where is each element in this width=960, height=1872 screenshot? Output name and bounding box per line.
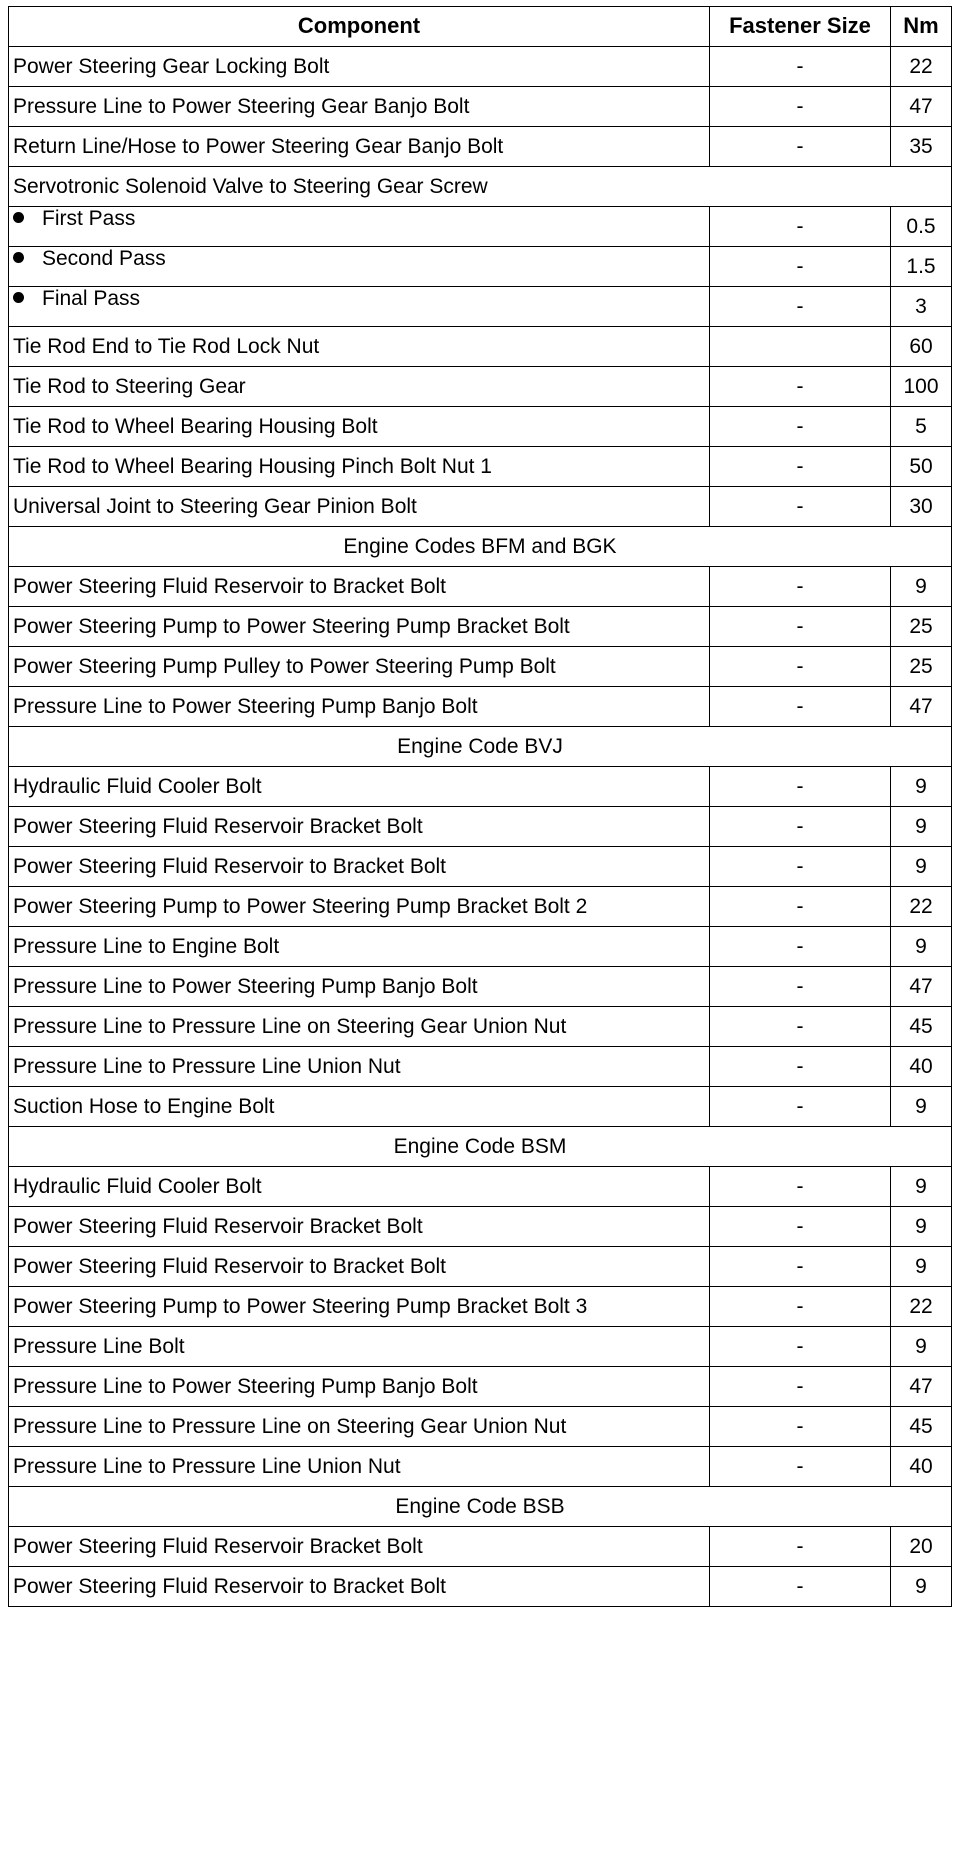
torque-nm-cell: 20: [891, 1527, 952, 1567]
component-cell: Power Steering Fluid Reservoir Bracket Bolt: [9, 1207, 710, 1247]
component-cell: Pressure Line Bolt: [9, 1327, 710, 1367]
engine-group-row: [9, 1487, 952, 1527]
torque-nm-cell: 35: [891, 127, 952, 167]
fastener-size-cell: -: [710, 1047, 891, 1087]
table-row: [9, 1207, 952, 1247]
torque-nm-cell: 9: [891, 927, 952, 967]
pass-label: Second Pass: [42, 247, 166, 270]
table-row: [9, 247, 952, 287]
torque-nm-cell: 0.5: [891, 207, 952, 247]
table-row: [9, 47, 952, 87]
torque-nm-cell: 1.5: [891, 247, 952, 287]
fastener-size-cell: -: [710, 87, 891, 127]
component-cell: Pressure Line to Pressure Line Union Nut: [9, 1047, 710, 1087]
component-cell: Power Steering Fluid Reservoir Bracket Bolt: [9, 807, 710, 847]
component-cell: Power Steering Pump to Power Steering Pump Bracket Bolt 3: [9, 1287, 710, 1327]
table-row: [9, 487, 952, 527]
table-row: [9, 367, 952, 407]
engine-group-label: Engine Code BSM: [9, 1127, 952, 1167]
torque-nm-cell: 45: [891, 1407, 952, 1447]
torque-nm-cell: 9: [891, 1567, 952, 1607]
torque-nm-cell: 47: [891, 967, 952, 1007]
table-row: [9, 1407, 952, 1447]
torque-nm-cell: 9: [891, 1087, 952, 1127]
fastener-size-cell: -: [710, 767, 891, 807]
torque-nm-cell: 9: [891, 1327, 952, 1367]
fastener-size-cell: -: [710, 407, 891, 447]
fastener-size-cell: -: [710, 1527, 891, 1567]
table-row: [9, 687, 952, 727]
torque-nm-cell: 45: [891, 1007, 952, 1047]
table-row: [9, 767, 952, 807]
component-cell: [9, 247, 710, 287]
component-cell: Pressure Line to Power Steering Pump Banjo Bolt: [9, 687, 710, 727]
column-header-component: Component: [9, 7, 710, 47]
fastener-size-cell: -: [710, 1167, 891, 1207]
table-row: [9, 807, 952, 847]
subheading-row: [9, 167, 952, 207]
torque-nm-cell: 5: [891, 407, 952, 447]
torque-nm-cell: 9: [891, 807, 952, 847]
component-cell: [9, 207, 710, 247]
table-row: [9, 287, 952, 327]
torque-nm-cell: 47: [891, 687, 952, 727]
fastener-size-cell: -: [710, 1207, 891, 1247]
torque-nm-cell: 40: [891, 1047, 952, 1087]
fastener-size-cell: -: [710, 847, 891, 887]
fastener-size-cell: -: [710, 127, 891, 167]
fastener-size-cell: -: [710, 1327, 891, 1367]
table-row: [9, 327, 952, 367]
table-row: [9, 1167, 952, 1207]
component-cell: Power Steering Fluid Reservoir Bracket Bolt: [9, 1527, 710, 1567]
bullet-icon: [13, 212, 24, 223]
table-row: [9, 647, 952, 687]
torque-nm-cell: 22: [891, 47, 952, 87]
component-cell: Power Steering Fluid Reservoir to Bracket Bolt: [9, 1247, 710, 1287]
fastener-size-cell: -: [710, 607, 891, 647]
torque-nm-cell: 60: [891, 327, 952, 367]
torque-nm-cell: 47: [891, 1367, 952, 1407]
table-row: [9, 127, 952, 167]
fastener-size-cell: -: [710, 807, 891, 847]
component-cell: Pressure Line to Pressure Line on Steering Gear Union Nut: [9, 1407, 710, 1447]
table-row: [9, 1287, 952, 1327]
fastener-size-cell: -: [710, 1407, 891, 1447]
component-cell: Pressure Line to Power Steering Pump Banjo Bolt: [9, 1367, 710, 1407]
fastener-size-cell: -: [710, 1287, 891, 1327]
table-header-row: [9, 7, 952, 47]
component-cell: Tie Rod to Steering Gear: [9, 367, 710, 407]
fastener-size-cell: -: [710, 447, 891, 487]
component-cell: Hydraulic Fluid Cooler Bolt: [9, 767, 710, 807]
table-row: [9, 1087, 952, 1127]
fastener-size-cell: -: [710, 207, 891, 247]
engine-group-label: Engine Code BSB: [9, 1487, 952, 1527]
table-row: [9, 407, 952, 447]
table-row: [9, 207, 952, 247]
fastener-size-cell: -: [710, 487, 891, 527]
table-row: [9, 1007, 952, 1047]
component-cell: Pressure Line to Pressure Line on Steering Gear Union Nut: [9, 1007, 710, 1047]
table-row: [9, 847, 952, 887]
column-header-fastener-size: Fastener Size: [710, 7, 891, 47]
fastener-size-cell: [710, 327, 891, 367]
component-cell: Pressure Line to Power Steering Gear Banjo Bolt: [9, 87, 710, 127]
torque-nm-cell: 22: [891, 887, 952, 927]
fastener-size-cell: -: [710, 287, 891, 327]
torque-nm-cell: 25: [891, 607, 952, 647]
fastener-size-cell: -: [710, 1007, 891, 1047]
fastener-size-cell: -: [710, 1367, 891, 1407]
table-row: [9, 607, 952, 647]
component-cell: Power Steering Pump to Power Steering Pump Bracket Bolt 2: [9, 887, 710, 927]
component-cell: Power Steering Fluid Reservoir to Bracket Bolt: [9, 567, 710, 607]
component-cell: Power Steering Pump to Power Steering Pump Bracket Bolt: [9, 607, 710, 647]
table-row: [9, 1527, 952, 1567]
table-row: [9, 1047, 952, 1087]
component-cell: Power Steering Fluid Reservoir to Bracket Bolt: [9, 1567, 710, 1607]
torque-nm-cell: 30: [891, 487, 952, 527]
table-row: [9, 1447, 952, 1487]
component-cell: Hydraulic Fluid Cooler Bolt: [9, 1167, 710, 1207]
fastener-size-cell: -: [710, 47, 891, 87]
fastener-size-cell: -: [710, 1247, 891, 1287]
fastener-size-cell: -: [710, 567, 891, 607]
fastener-size-cell: -: [710, 887, 891, 927]
column-header-nm: Nm: [891, 7, 952, 47]
torque-nm-cell: 9: [891, 567, 952, 607]
bullet-icon: [13, 252, 24, 263]
torque-nm-cell: 47: [891, 87, 952, 127]
table-row: [9, 1567, 952, 1607]
torque-nm-cell: 9: [891, 847, 952, 887]
bullet-icon: [13, 292, 24, 303]
table-row: [9, 1327, 952, 1367]
fastener-size-cell: -: [710, 967, 891, 1007]
engine-group-label: Engine Code BVJ: [9, 727, 952, 767]
fastener-size-cell: -: [710, 1567, 891, 1607]
component-cell: Power Steering Pump Pulley to Power Steering Pump Bolt: [9, 647, 710, 687]
component-cell: Power Steering Fluid Reservoir to Bracket Bolt: [9, 847, 710, 887]
engine-group-row: [9, 527, 952, 567]
pass-label: Final Pass: [42, 287, 141, 310]
fastener-size-cell: -: [710, 927, 891, 967]
component-cell: Pressure Line to Pressure Line Union Nut: [9, 1447, 710, 1487]
table-row: [9, 1247, 952, 1287]
torque-nm-cell: 22: [891, 1287, 952, 1327]
torque-nm-cell: 9: [891, 767, 952, 807]
table-row: [9, 1367, 952, 1407]
fastener-size-cell: -: [710, 1447, 891, 1487]
torque-nm-cell: 3: [891, 287, 952, 327]
torque-nm-cell: 100: [891, 367, 952, 407]
table-row: [9, 87, 952, 127]
fastener-size-cell: -: [710, 247, 891, 287]
component-cell: Pressure Line to Engine Bolt: [9, 927, 710, 967]
component-cell: Return Line/Hose to Power Steering Gear Banjo Bolt: [9, 127, 710, 167]
fastener-size-cell: -: [710, 687, 891, 727]
engine-group-label: Engine Codes BFM and BGK: [9, 527, 952, 567]
table-row: [9, 887, 952, 927]
table-row: [9, 447, 952, 487]
torque-nm-cell: 50: [891, 447, 952, 487]
fastener-size-cell: -: [710, 367, 891, 407]
pass-label: First Pass: [42, 207, 136, 230]
table-row: [9, 927, 952, 967]
subheading-label: Servotronic Solenoid Valve to Steering Gear Screw: [9, 167, 952, 207]
component-cell: Tie Rod End to Tie Rod Lock Nut: [9, 327, 710, 367]
component-cell: Tie Rod to Wheel Bearing Housing Bolt: [9, 407, 710, 447]
component-cell: Pressure Line to Power Steering Pump Banjo Bolt: [9, 967, 710, 1007]
fastener-size-cell: -: [710, 1087, 891, 1127]
torque-nm-cell: 40: [891, 1447, 952, 1487]
component-cell: [9, 287, 710, 327]
fastener-size-cell: -: [710, 647, 891, 687]
component-cell: Suction Hose to Engine Bolt: [9, 1087, 710, 1127]
torque-nm-cell: 9: [891, 1247, 952, 1287]
component-cell: Universal Joint to Steering Gear Pinion Bolt: [9, 487, 710, 527]
engine-group-row: [9, 727, 952, 767]
table-row: [9, 967, 952, 1007]
torque-nm-cell: 25: [891, 647, 952, 687]
engine-group-row: [9, 1127, 952, 1167]
component-cell: Power Steering Gear Locking Bolt: [9, 47, 710, 87]
component-cell: Tie Rod to Wheel Bearing Housing Pinch Bolt Nut 1: [9, 447, 710, 487]
table-body: [9, 47, 952, 1607]
torque-nm-cell: 9: [891, 1167, 952, 1207]
torque-spec-table: [8, 6, 952, 1607]
torque-nm-cell: 9: [891, 1207, 952, 1247]
table-row: [9, 567, 952, 607]
